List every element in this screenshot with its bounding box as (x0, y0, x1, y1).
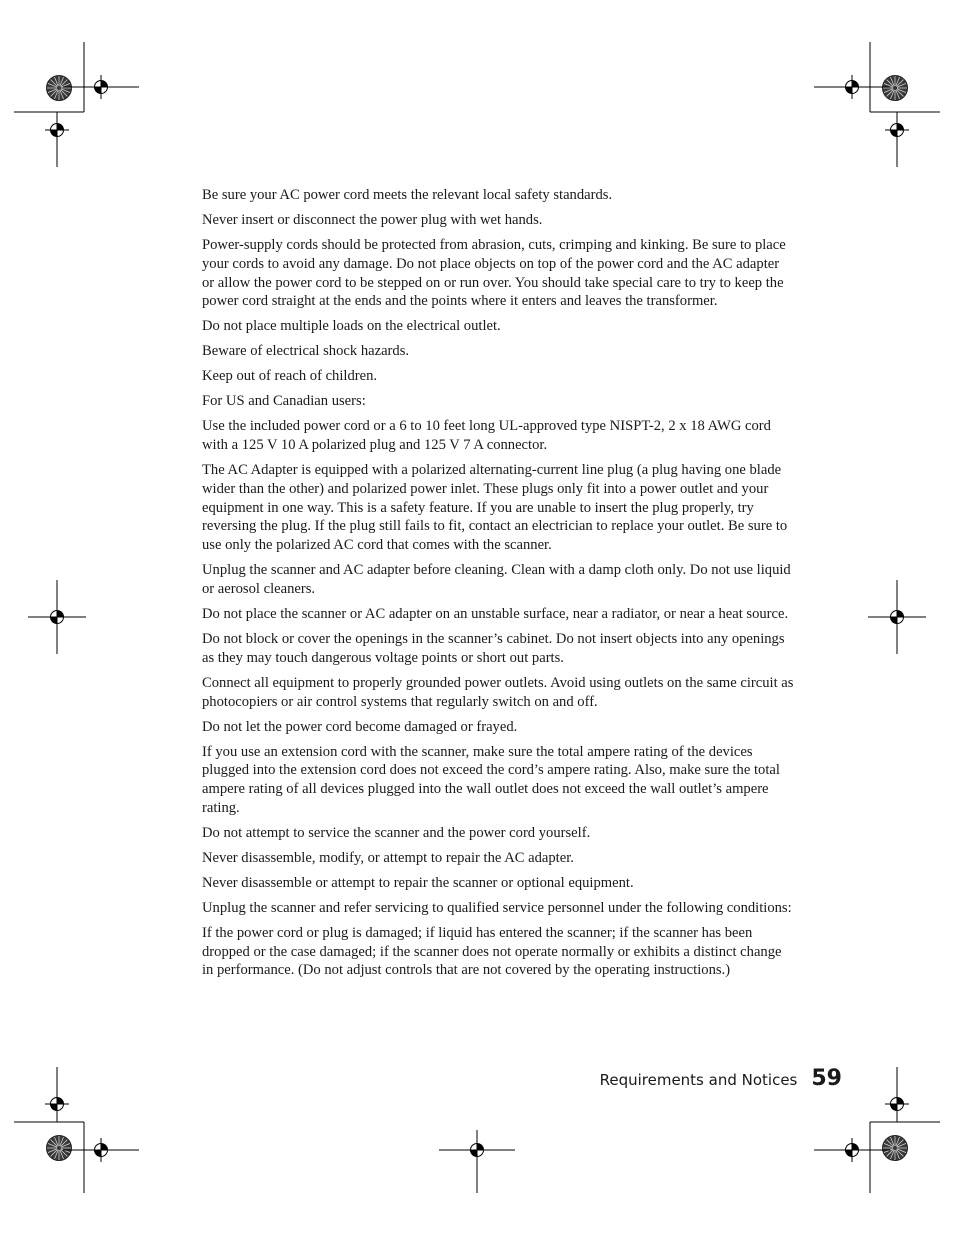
crop-mark-top-right (870, 42, 940, 112)
footer-section-name: Requirements and Notices (599, 1071, 798, 1089)
paragraph: Do not place multiple loads on the electrical outlet. (202, 318, 501, 335)
page-number: 59 (811, 1066, 842, 1091)
paragraph: Never insert or disconnect the power plug with wet hands. (202, 211, 543, 228)
crosshair-registration-icon (814, 1138, 890, 1162)
starburst-target-icon (47, 76, 72, 101)
paragraph: Use the included power cord or a 6 to 10 feet long UL-approved type NISPT-2, 2 x 18 AWG cord with a 125 V 10 A polarized plug and 125 V 7 A connector. (202, 418, 771, 454)
crosshair-registration-icon (885, 1067, 909, 1122)
crosshair-registration-icon (63, 1138, 139, 1162)
paragraph: Never disassemble, modify, or attempt to repair the AC adapter. (202, 849, 574, 866)
paragraph: Unplug the scanner and refer servicing to qualified service personnel under the following conditions: (202, 899, 792, 916)
paragraph: Do not place the scanner or AC adapter on an unstable surface, near a radiator, or near a heat source. (202, 606, 789, 623)
crosshair-registration-icon (868, 580, 926, 654)
starburst-target-icon (883, 1136, 908, 1161)
paragraph: Do not block or cover the openings in the scanner’s cabinet. Do not insert objects into any openings as they may touch dangerous voltage points or short out parts. (202, 631, 785, 666)
crosshair-registration-icon (814, 75, 890, 99)
paragraph: Keep out of reach of children. (202, 368, 378, 385)
crop-mark-bottom-right (870, 1122, 940, 1193)
paragraph: Do not let the power cord become damaged or frayed. (202, 718, 518, 735)
paragraph: For US and Canadian users: (202, 393, 366, 410)
crosshair-registration-icon (63, 75, 139, 99)
paragraph: If you use an extension cord with the scanner, make sure the total ampere rating of the devices plugged into the extension cord does not exceed the cord’s ampere rating. Also, make sure the total ampere rating of all devices plugged into the wall outlet does not exceed the wall outlet’s ampere rating. (202, 743, 780, 816)
crop-mark-top-left (14, 42, 84, 112)
crosshair-registration-icon (885, 112, 909, 167)
paragraph: Never disassemble or attempt to repair the scanner or optional equipment. (202, 874, 634, 891)
paragraph: Beware of electrical shock hazards. (202, 343, 410, 360)
starburst-target-icon (47, 1136, 72, 1161)
paragraph: Do not attempt to service the scanner and the power cord yourself. (202, 824, 591, 841)
crosshair-registration-icon (45, 1067, 69, 1122)
paragraph: The AC Adapter is equipped with a polarized alternating-current line plug (a plug having one blade wider than the other) and polarized power inlet. These plugs only fit into a power outlet and your equipment in one way. This is a safety feature. If you are unable to insert the plug properly, try reversing the plug. If the plug still fails to fit, contact an electrician to replace your outlet. Be sure to use only the polarized AC cord that comes with the scanner. (202, 462, 788, 554)
paragraph: Be sure your AC power cord meets the relevant local safety standards. (202, 187, 613, 203)
crosshair-registration-icon (28, 580, 86, 654)
crosshair-registration-icon (45, 112, 69, 167)
paragraph: Power-supply cords should be protected from abrasion, cuts, crimping and kinking. Be sure to place your cords to avoid any damage. Do not place objects on top of the power cord and the AC adapter or allow the power cord to be stepped on or run over. You should take special care to try to keep the power cord straight at the ends and the points where it enters and leaves the transformer. (202, 236, 786, 310)
paragraph: Connect all equipment to properly grounded power outlets. Avoid using outlets on the same circuit as photocopiers or air control systems that regularly switch on and off. (202, 674, 794, 710)
page-footer (600, 1066, 842, 1091)
starburst-target-icon (883, 76, 908, 101)
safety-instructions (202, 186, 794, 986)
paragraph: Unplug the scanner and AC adapter before cleaning. Clean with a damp cloth only. Do not use liquid or aerosol cleaners. (202, 562, 791, 598)
crosshair-registration-icon (439, 1130, 515, 1193)
paragraph: If the power cord or plug is damaged; if liquid has entered the scanner; if the scanner has been dropped or the case damaged; if the scanner does not operate normally or exhibits a distinct change in performance. (Do not adjust controls that are not covered by the operating instructions.) (202, 924, 782, 979)
crop-mark-bottom-left (14, 1122, 84, 1193)
